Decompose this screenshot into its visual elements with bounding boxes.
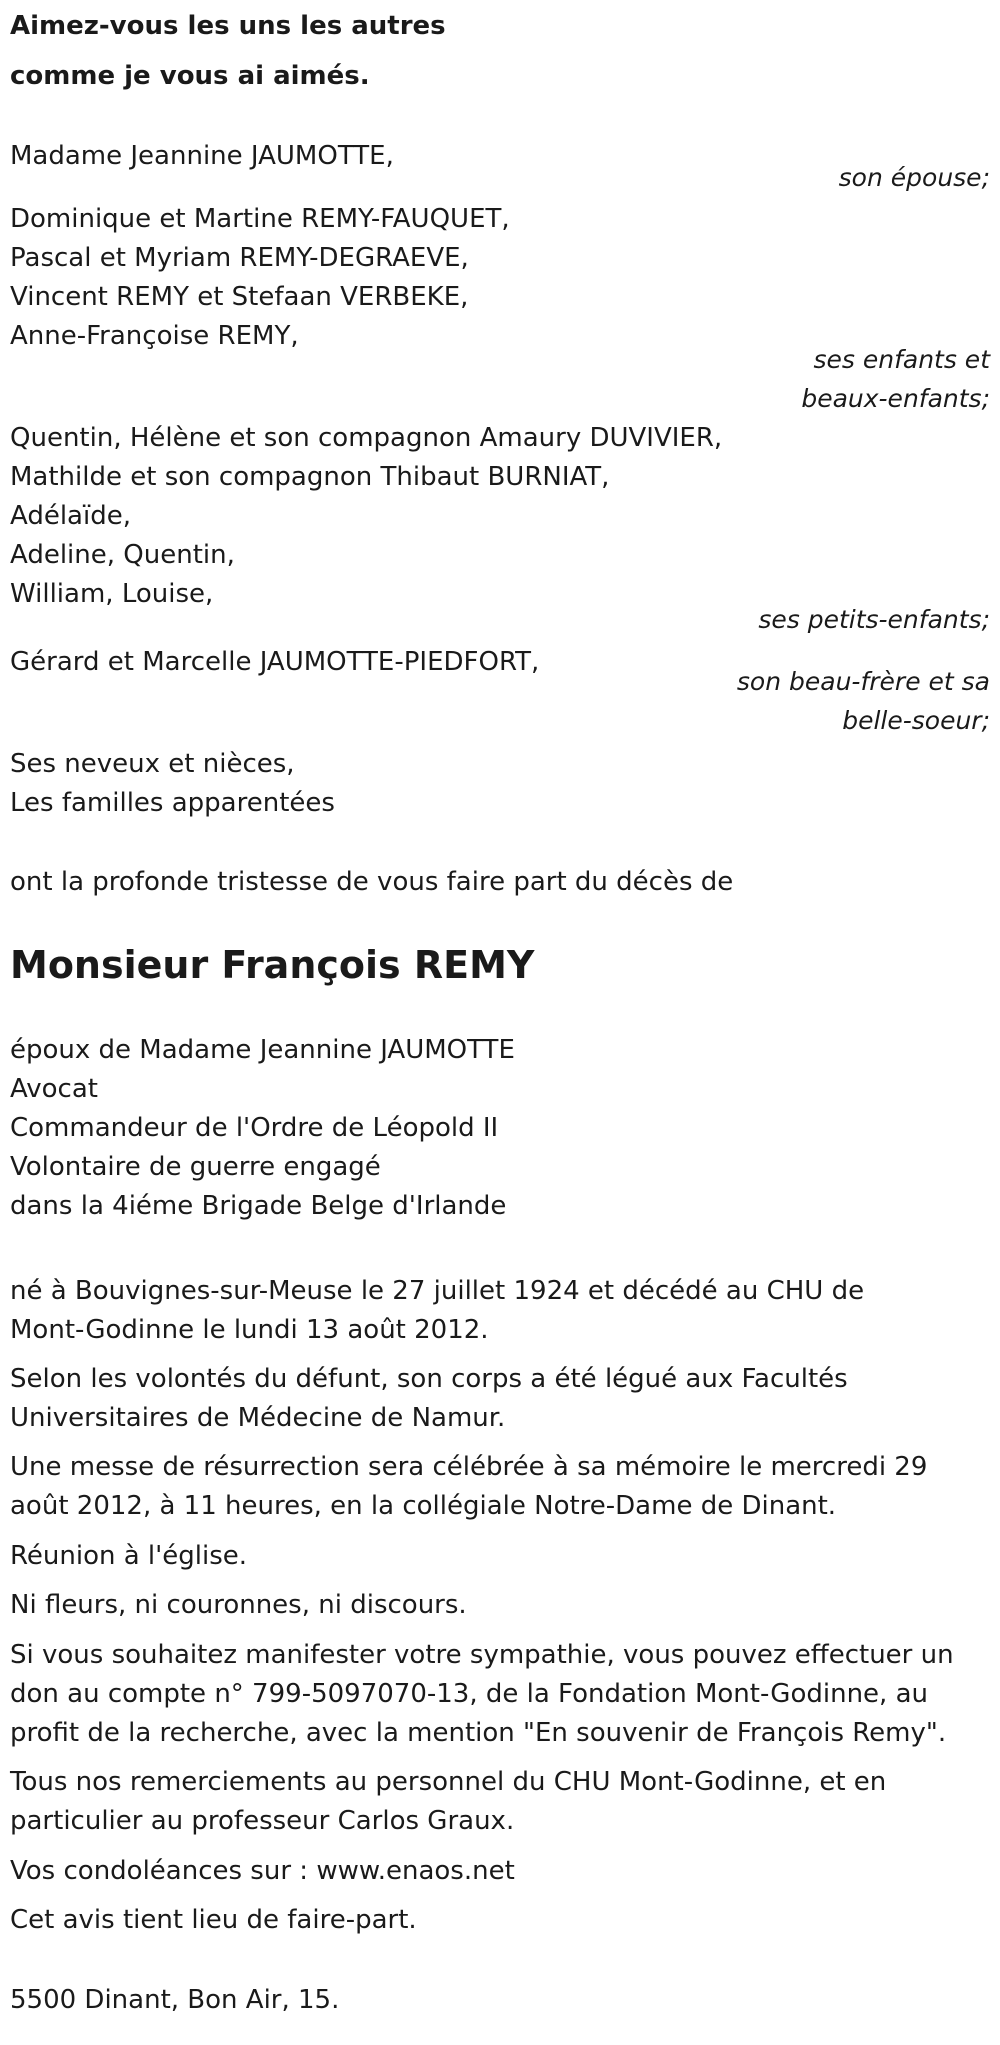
child-line: Pascal et Myriam REMY-DEGRAEVE,	[10, 243, 469, 273]
paragraph-line: Tous nos remerciements au personnel du CHU Mont-Godinne, et en	[10, 1767, 887, 1797]
paragraph-line: né à Bouvignes-sur-Meuse le 27 juillet 1924 et décédé au CHU de	[10, 1276, 865, 1306]
in-laws-role-line-1: son beau-frère et sa	[736, 667, 990, 696]
condolences-line: Vos condoléances sur : www.enaos.net	[10, 1856, 515, 1886]
address: 5500 Dinant, Bon Air, 15.	[10, 1985, 340, 2015]
relatives-line: Ses neveux et nièces,	[10, 749, 295, 779]
paragraph-line: don au compte n° 799-5097070-13, de la Fondation Mont-Godinne, au	[10, 1679, 928, 1709]
grandchild-line: Mathilde et son compagnon Thibaut BURNIAT,	[10, 462, 610, 492]
children-role-line-2: beaux-enfants;	[801, 384, 990, 413]
deceased-detail: Volontaire de guerre engagé	[10, 1152, 381, 1182]
child-line: Vincent REMY et Stefaan VERBEKE,	[10, 282, 469, 312]
paragraph-line: Si vous souhaitez manifester votre sympathie, vous pouvez effectuer un	[10, 1640, 954, 1670]
paragraph-line: Ni fleurs, ni couronnes, ni discours.	[10, 1590, 467, 1620]
relatives-line: Les familles apparentées	[10, 788, 335, 818]
grandchild-line: Adélaïde,	[10, 501, 131, 531]
paragraph-line: profit de la recherche, avec la mention "En souvenir de François Remy".	[10, 1718, 947, 1748]
spouse-name: Madame Jeannine JAUMOTTE,	[10, 141, 394, 171]
spouse-role: son épouse;	[838, 163, 990, 192]
quote-line-1: Aimez-vous les uns les autres	[10, 11, 446, 41]
paragraph-line: Une messe de résurrection sera célébrée à sa mémoire le mercredi 29	[10, 1452, 928, 1482]
grandchild-line: Quentin, Hélène et son compagnon Amaury DUVIVIER,	[10, 423, 723, 453]
paragraph-line: Cet avis tient lieu de faire-part.	[10, 1905, 417, 1935]
grandchildren-role: ses petits-enfants;	[758, 605, 990, 634]
deceased-detail: Avocat	[10, 1074, 98, 1104]
paragraph-line: Réunion à l'église.	[10, 1541, 248, 1571]
in-laws-name: Gérard et Marcelle JAUMOTTE-PIEDFORT,	[10, 647, 540, 677]
paragraph-line: particulier au professeur Carlos Graux.	[10, 1806, 515, 1836]
in-laws-role-line-2: belle-soeur;	[842, 706, 990, 735]
children-role-line-1: ses enfants et	[813, 345, 990, 374]
paragraph-line: Selon les volontés du défunt, son corps a été légué aux Facultés	[10, 1364, 848, 1394]
paragraph-line: Universitaires de Médecine de Namur.	[10, 1403, 506, 1433]
deceased-detail: dans la 4iéme Brigade Belge d'Irlande	[10, 1191, 507, 1221]
deceased-detail: époux de Madame Jeannine JAUMOTTE	[10, 1035, 515, 1065]
paragraph-line: Mont-Godinne le lundi 13 août 2012.	[10, 1315, 489, 1345]
grandchild-line: Adeline, Quentin,	[10, 540, 235, 570]
deceased-name: Monsieur François REMY	[10, 943, 535, 987]
grandchild-line: William, Louise,	[10, 579, 214, 609]
quote-line-2: comme je vous ai aimés.	[10, 61, 370, 91]
deceased-detail: Commandeur de l'Ordre de Léopold II	[10, 1113, 499, 1143]
paragraph-line: août 2012, à 11 heures, en la collégiale Notre-Dame de Dinant.	[10, 1491, 837, 1521]
child-line: Dominique et Martine REMY-FAUQUET,	[10, 204, 510, 234]
announcement-text: ont la profonde tristesse de vous faire part du décès de	[10, 867, 734, 897]
child-line: Anne-Françoise REMY,	[10, 321, 299, 351]
